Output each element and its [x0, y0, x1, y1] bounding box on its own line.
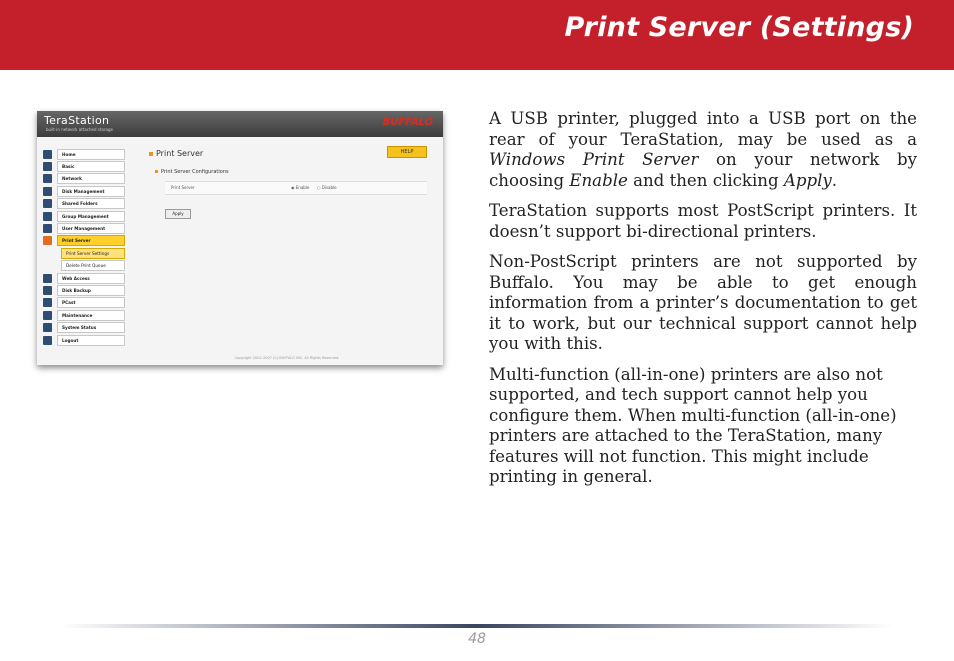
sidebar-item-label: Print Server Settings: [61, 248, 125, 259]
sidebar-item[interactable]: [43, 247, 125, 259]
p1-text-c: and then clicking: [627, 170, 784, 190]
print-server-field-row: [165, 181, 427, 195]
p1-text-d: .: [831, 170, 838, 190]
terastation-tagline: built-in network attached storage: [46, 127, 113, 132]
network-icon: [43, 174, 52, 183]
help-button[interactable]: HELP: [387, 146, 427, 158]
home-icon: [43, 150, 52, 159]
sidebar-item-label: Maintenance: [57, 310, 125, 321]
sidebar-item[interactable]: [43, 198, 125, 210]
p1-em-windows-print-server: Windows Print Server: [489, 150, 699, 169]
user-icon: [43, 224, 52, 233]
sidebar-item-label: System Status: [57, 322, 125, 333]
buffalo-logo: BUFFALO: [382, 117, 433, 128]
page-header: [0, 0, 954, 70]
p1-em-apply: Apply: [783, 170, 832, 190]
folder-icon: [43, 199, 52, 208]
sidebar-item[interactable]: [43, 160, 125, 172]
paragraph-4: Multi-function (all-in-one) printers are also not supported, and tech support cannot help you configure them. When multi-function (all-in-one) printers are attached to the TeraStation, many features will not function. This might include printing in general.: [489, 364, 897, 486]
disk-icon: [43, 187, 52, 196]
radio-enable[interactable]: ◉ Enable: [291, 185, 310, 190]
radio-enable-label: Enable: [295, 185, 310, 190]
screenshot-copyright: Copyright 2002-2007 (C) BUFFALO INC. All Rights Reserved.: [234, 356, 340, 360]
section-title: Print Server Configurations: [155, 169, 229, 175]
group-icon: [43, 212, 52, 221]
sidebar-item-label: Group Management: [57, 211, 125, 222]
footer-divider: [60, 624, 894, 628]
sidebar-item[interactable]: [43, 334, 125, 346]
backup-icon: [43, 286, 52, 295]
basic-icon: [43, 162, 52, 171]
sidebar-item-label: Network: [57, 173, 125, 184]
sidebar-item-label: Web Access: [57, 273, 125, 284]
sidebar-item[interactable]: [43, 210, 125, 222]
paragraph-1: [489, 109, 917, 191]
sidebar-item-label: Shared Folders: [57, 198, 125, 209]
sidebar-item-label: Disk Management: [57, 186, 125, 197]
sidebar-item[interactable]: [43, 185, 125, 197]
sidebar-item[interactable]: [43, 272, 125, 284]
sidebar-item-label: User Management: [57, 223, 125, 234]
maintenance-icon: [43, 311, 52, 320]
sidebar-item-label: Basic: [57, 161, 125, 172]
screenshot-title-bar: [37, 111, 443, 137]
sidebar-item[interactable]: [43, 235, 125, 247]
page-number: 48: [468, 631, 486, 647]
sidebar-item[interactable]: [43, 148, 125, 160]
sidebar-item[interactable]: [43, 222, 125, 234]
sidebar-item[interactable]: [43, 260, 125, 272]
sidebar-item-label: Print Server: [57, 235, 125, 246]
body-text: [489, 109, 917, 498]
p1-text-b: on your network by choosing: [489, 150, 917, 190]
p1-em-enable: Enable: [569, 170, 628, 190]
sidebar-item[interactable]: [43, 297, 125, 309]
web-icon: [43, 274, 52, 283]
apply-button[interactable]: Apply: [165, 209, 191, 219]
sidebar-item[interactable]: [43, 321, 125, 333]
sidebar-item[interactable]: [43, 309, 125, 321]
sidebar-item[interactable]: [43, 173, 125, 185]
paragraph-3: Non-PostScript printers are not supported by Buffalo. You may be able to get enough information from a printer’s documentation to get it to work, but our technical support cannot help you with this.: [489, 252, 917, 353]
p1-text-a: A USB printer, plugged into a USB port on the rear of your TeraStation, may be used as a: [489, 109, 917, 149]
sidebar-item[interactable]: [43, 284, 125, 296]
pcast-icon: [43, 298, 52, 307]
screenshot-sidebar: [43, 148, 125, 346]
print-server-field-label: Print Server: [171, 185, 195, 190]
radio-disable-label: Disable: [321, 185, 337, 190]
print-server-heading: Print Server: [149, 149, 203, 158]
printer-icon: [43, 236, 52, 245]
sidebar-item-label: Delete Print Queue: [61, 260, 125, 271]
page-title: Print Server (Settings): [564, 12, 914, 43]
sidebar-item-label: Logout: [57, 335, 125, 346]
terastation-logo: TeraStation: [44, 114, 110, 127]
paragraph-2: TeraStation supports most PostScript printers. It doesn’t support bi-directional printers.: [489, 201, 917, 241]
status-icon: [43, 323, 52, 332]
sidebar-item-label: Disk Backup: [57, 285, 125, 296]
sidebar-item-label: PCast: [57, 297, 125, 308]
sidebar-item-label: Home: [57, 149, 125, 160]
radio-disable[interactable]: ○ Disable: [317, 185, 337, 190]
logout-icon: [43, 336, 52, 345]
terastation-screenshot: [37, 111, 443, 365]
